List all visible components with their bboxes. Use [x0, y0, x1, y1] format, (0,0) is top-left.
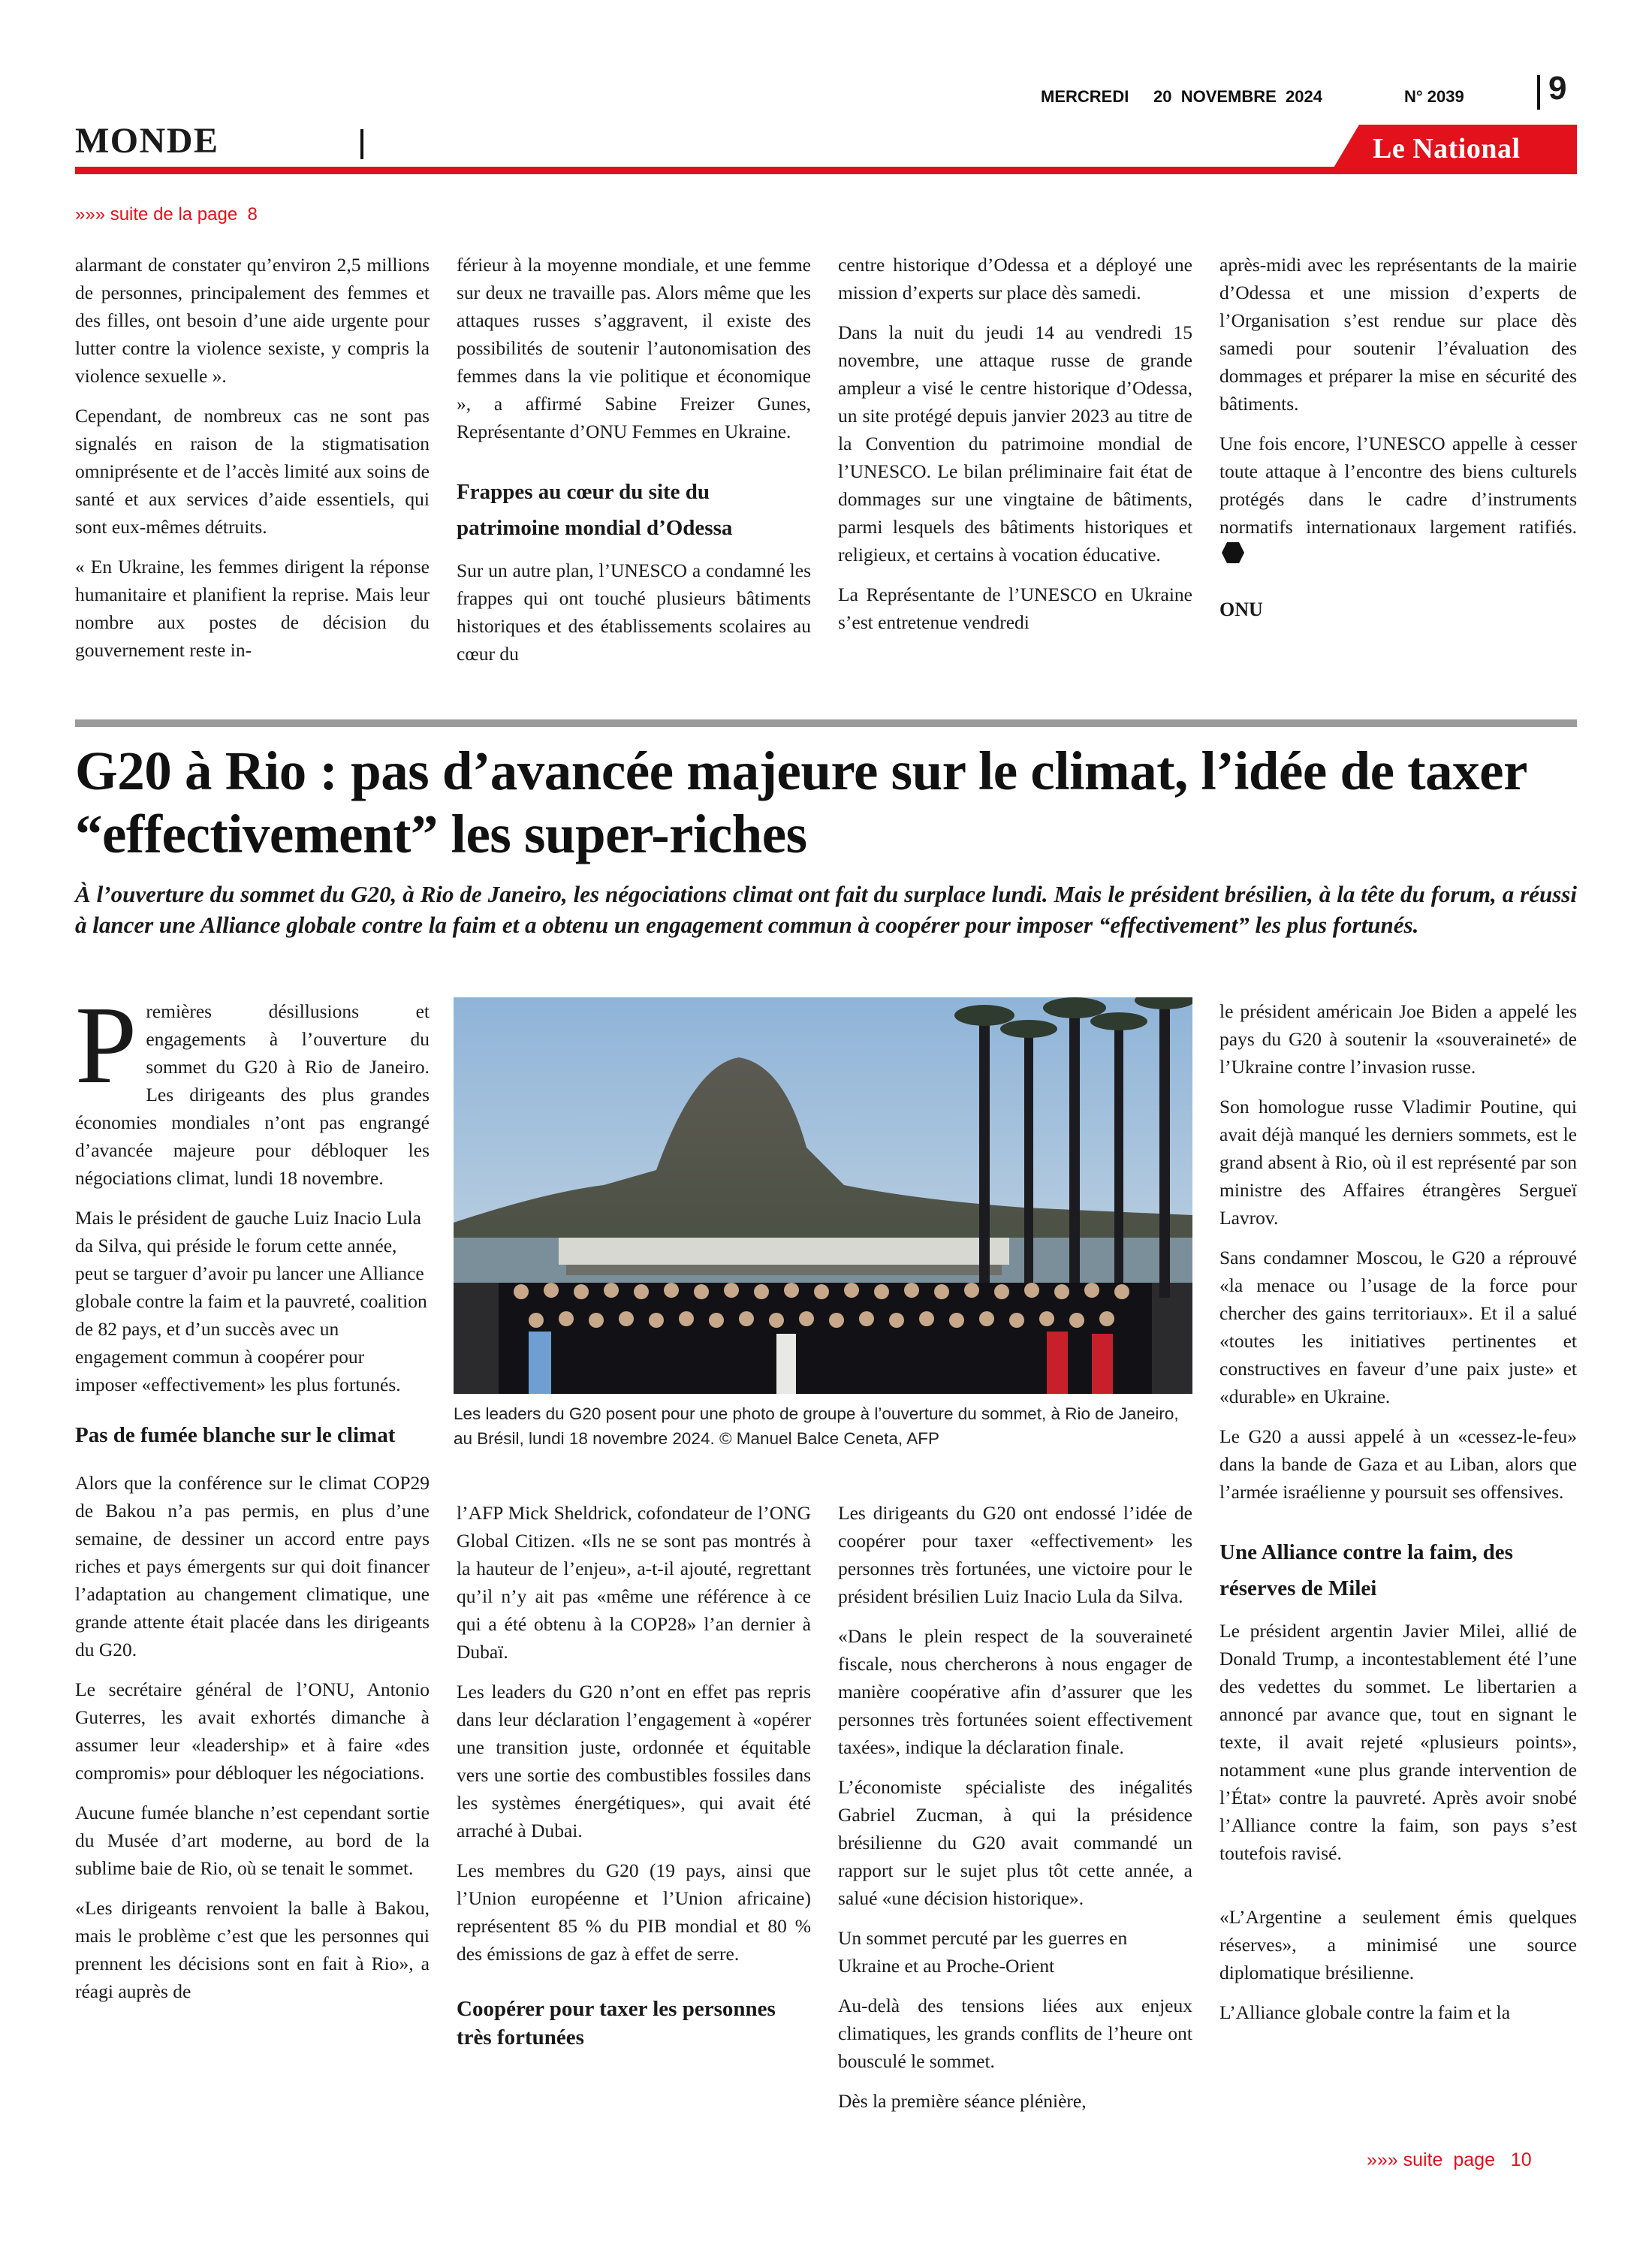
main-col-4 [1219, 997, 1577, 2038]
paragraph: Les leaders du G20 n’ont en effet pas repris dans leur déclaration l’engagement à «opérer une transition juste, ordonnée et équitable vers une sortie des combustibles fossiles dans les systèmes énergétiques», qui avait été arraché à Dubai. [457, 1681, 811, 1841]
paragraph [75, 984, 430, 1192]
article-title: G20 à Rio : pas d’avancée majeure sur le climat, l’idée de taxer “effectivement” les super-riches [75, 740, 1527, 864]
paragraph: Alors que la conférence sur le climat COP29 de Bakou n’a pas permis, en plus d’une semaine, de dessiner un accord entre pays riches et pays émergents sur qui doit financer l’adaptation au changement climatique, une grande attente était placée dans les dirigeants du G20. [75, 1472, 430, 1660]
paragraph-text: remières désillusions et engagements à l’ouverture du sommet du G20 à Rio de Janeiro. Les dirigeants des plus grandes économies mondiales n’ont pas engrangé d’avancée majeure pour débloquer les négociations climat, lundi 18 novembre. [75, 1000, 430, 1189]
top-col-2 [457, 251, 811, 680]
paragraph: le président américain Joe Biden a appelé les pays du G20 à soutenir la «souveraineté» de l’Ukraine contre l’invasion russe. [1219, 1000, 1577, 1078]
page-number-divider [1537, 75, 1540, 110]
article-lead: À l’ouverture du sommet du G20, à Rio de Janeiro, les négociations climat ont fait du surplace lundi. Mais le président brésilien, à la tête du forum, a réussi à lancer une Alliance globale contre la faim et a obtenu un engagement commun à coopérer pour imposer “effectivement” les plus fortunés. [75, 881, 1577, 938]
paragraph-text: Une fois encore, l’UNESCO appelle à cesser toute attaque à l’encontre des biens culturels protégés dans le cadre d’instruments normatifs internationaux largement ratifiés. [1219, 433, 1577, 538]
continued-to: »»» suite page 10 [1367, 2149, 1532, 2170]
subheading: Une Alliance contre la faim, des réserves de Milei [1219, 1540, 1513, 1600]
photo-caption: Les leaders du G20 posent pour une photo de groupe à l’ouverture du sommet, à Rio de Janeiro, au Brésil, lundi 18 novembre 2024. © Manuel Balce Ceneta, AFP [454, 1404, 1179, 1448]
paragraph: Dans la nuit du jeudi 14 au vendredi 15 novembre, une attaque russe de grande ampleur a visé le centre historique d’Odessa, un site protégé depuis janvier 2023 au titre de la Convention du patrimoine mondial de l’UNESCO. Le bilan préliminaire fait état de dommages sur une vingtaine de bâtiments, parmi lesquels des bâtiments historiques et religieux, et certains à vocation éducative. [838, 321, 1192, 566]
paragraph: l’AFP Mick Sheldrick, cofondateur de l’ONG Global Citizen. «Ils ne se sont pas montrés à la hauteur de l’enjeu», a-t-il ajouté, regrettant qu’il n’y ait pas «même une référence à ce qui a été obtenu à la COP28» l’an dernier à Dubaï. [457, 1502, 811, 1663]
paragraph: alarmant de constater qu’environ 2,5 millions de personnes, principalement des femmes et des filles, ont besoin d’une aide urgente pour lutter contre la violence sexiste, y compris la violence sexuelle ». [75, 254, 430, 387]
paragraph: Aucune fumée blanche n’est cependant sortie du Musée d’art moderne, au bord de la sublime baie de Rio, où se tenait le sommet. [75, 1802, 430, 1879]
article-signature: ONU [1219, 599, 1263, 620]
g20-group-photo [454, 997, 1192, 1394]
paragraph: après-midi avec les représentants de la mairie d’Odessa et une mission d’experts de l’Organisation s’est rendue sur place dès samedi pour soutenir l’évaluation des dommages et préparer la mise en sécurité des bâtiments. [1219, 254, 1577, 415]
paragraph: L’économiste spécialiste des inégalités Gabriel Zucman, à qui la présidence brésilienne du G20 avait commandé un rapport sur le sujet plus tôt cette année, a salué «une décision historique». [838, 1776, 1192, 1909]
top-col-1 [75, 251, 430, 676]
paragraph: centre historique d’Odessa et a déployé une mission d’experts sur place dès samedi. [838, 254, 1192, 303]
top-col-4 [1219, 251, 1577, 623]
paragraph: «L’Argentine a seulement émis quelques réserves», a minimisé une source diplomatique brésilienne. [1219, 1906, 1577, 1983]
subheading: Frappes au cœur du site du patrimoine mondial d’Odessa [457, 480, 733, 540]
article-separator [75, 719, 1577, 727]
section-title: MONDE [75, 121, 219, 161]
paragraph: Sans condamner Moscou, le G20 a réprouvé «la menace ou l’usage de la force pour chercher des gains territoriaux». Et il a salué «toutes les initiatives pertinentes et constructives en faveur d’une paix juste» et «durable» en Ukraine. [1219, 1247, 1577, 1407]
issue-number: N° 2039 [1404, 87, 1464, 106]
paragraph: Le président argentin Javier Milei, allié de Donald Trump, a incontestablement été l’une des vedettes du sommet. Le libertarien a annoncé par avance que, tout en signant le texte, il avait rejeté «plusieurs points», notamment «une plus grande intervention de l’État» contre la pauvreté. Après avoir snobé l’Alliance contre la faim, son pays s’est toutefois ravisé. [1219, 1620, 1577, 1864]
issue-date: 20 NOVEMBRE 2024 [1153, 87, 1322, 106]
paragraph: Cependant, de nombreux cas ne sont pas signalés en raison de la stigmatisation omniprésente et de l’accès limité aux soins de santé et aux services d’aide essentiels, qui sont eux-mêmes détruits. [75, 405, 430, 538]
end-mark-icon [1221, 541, 1245, 564]
main-col-1 [75, 984, 430, 2017]
paragraph: Mais le président de gauche Luiz Inacio Lula da Silva, qui préside le forum cette année, peut se targuer d’avoir pu lancer une Alliance globale contre la faim et la pauvreté, coalition de 82 pays, et d’un succès avec un engagement commun à coopérer pour imposer «effectivement» les plus fortunés. [75, 1207, 427, 1395]
paragraph: La Représentante de l’UNESCO en Ukraine s’est entretenue vendredi [838, 584, 1192, 633]
paragraph: Le G20 a aussi appelé à un «cessez-le-feu» dans la bande de Gaza et au Liban, alors que l’armée israélienne y poursuit ses offensives. [1219, 1425, 1577, 1503]
paragraph: Un sommet percuté par les guerres en Ukraine et au Proche-Orient [838, 1927, 1128, 1977]
paragraph [1219, 430, 1577, 569]
paragraph: «Les dirigeants renvoient la balle à Bakou, mais le problème c’est que les personnes qui prennent les décisions sont en fait à Rio», a réagi auprès de [75, 1897, 430, 2002]
continued-from: »»» suite de la page 8 [75, 204, 258, 225]
paragraph: Les dirigeants du G20 ont endossé l’idée de coopérer pour taxer «effectivement» les personnes très fortunées, une victoire pour le président brésilien Luiz Inacio Lula da Silva. [838, 1502, 1192, 1607]
issue-day: MERCREDI [1041, 87, 1129, 106]
paragraph: « En Ukraine, les femmes dirigent la réponse humanitaire et planifient la reprise. Mais leur nombre aux postes de décision du gouvernement reste in- [75, 556, 430, 661]
paragraph: Les membres du G20 (19 pays, ainsi que l’Union européenne et l’Union africaine) représentent 85 % du PIB mondial et 80 % des émissions de gaz à effet de serre. [457, 1859, 811, 1965]
paragraph: férieur à la moyenne mondiale, et une femme sur deux ne travaille pas. Alors même que les attaques russes s’aggravent, il existe des possibilités de soutenir l’autonomisation des femmes dans la vie politique et économique », a affirmé Sabine Freizer Gunes, Représentante d’ONU Femmes en Ukraine. [457, 254, 811, 442]
section-divider [360, 129, 363, 159]
main-col-3 [838, 1499, 1192, 2127]
paragraph: Le secrétaire général de l’ONU, Antonio Guterres, les avait exhortés dimanche à assumer leur «leadership» et à faire «des compromis» pour débloquer les négociations. [75, 1678, 430, 1784]
subheading: Pas de fumée blanche sur le climat [75, 1423, 396, 1447]
paragraph: Sur un autre plan, l’UNESCO a condamné les frappes qui ont touché plusieurs bâtiments historiques et des établissements scolaires au cœur du [457, 559, 811, 665]
main-col-2 [457, 1499, 811, 2065]
paragraph: Au-delà des tensions liées aux enjeux climatiques, les grands conflits de l’heure ont bousculé le sommet. [838, 1995, 1192, 2072]
drop-cap: P [75, 984, 137, 1107]
top-col-3 [838, 251, 1192, 648]
paragraph: Dès la première séance plénière, [838, 2090, 1087, 2112]
subheading: Coopérer pour taxer les personnes très fortunées [457, 1997, 776, 2049]
paragraph: Son homologue russe Vladimir Poutine, qui avait déjà manqué les derniers sommets, est le grand absent à Rio, où il est représenté par son ministre des Affaires étrangères Sergueï Lavrov. [1219, 1096, 1577, 1229]
page-number: 9 [1548, 70, 1567, 107]
brand-name: Le National [1373, 133, 1521, 164]
paragraph: L’Alliance globale contre la faim et la [1219, 2001, 1511, 2023]
paragraph: «Dans le plein respect de la souveraineté fiscale, nous chercherons à nous engager de manière coopérative afin d’assurer que les personnes très fortunées soient effectivement taxées», indique la déclaration finale. [838, 1625, 1192, 1758]
